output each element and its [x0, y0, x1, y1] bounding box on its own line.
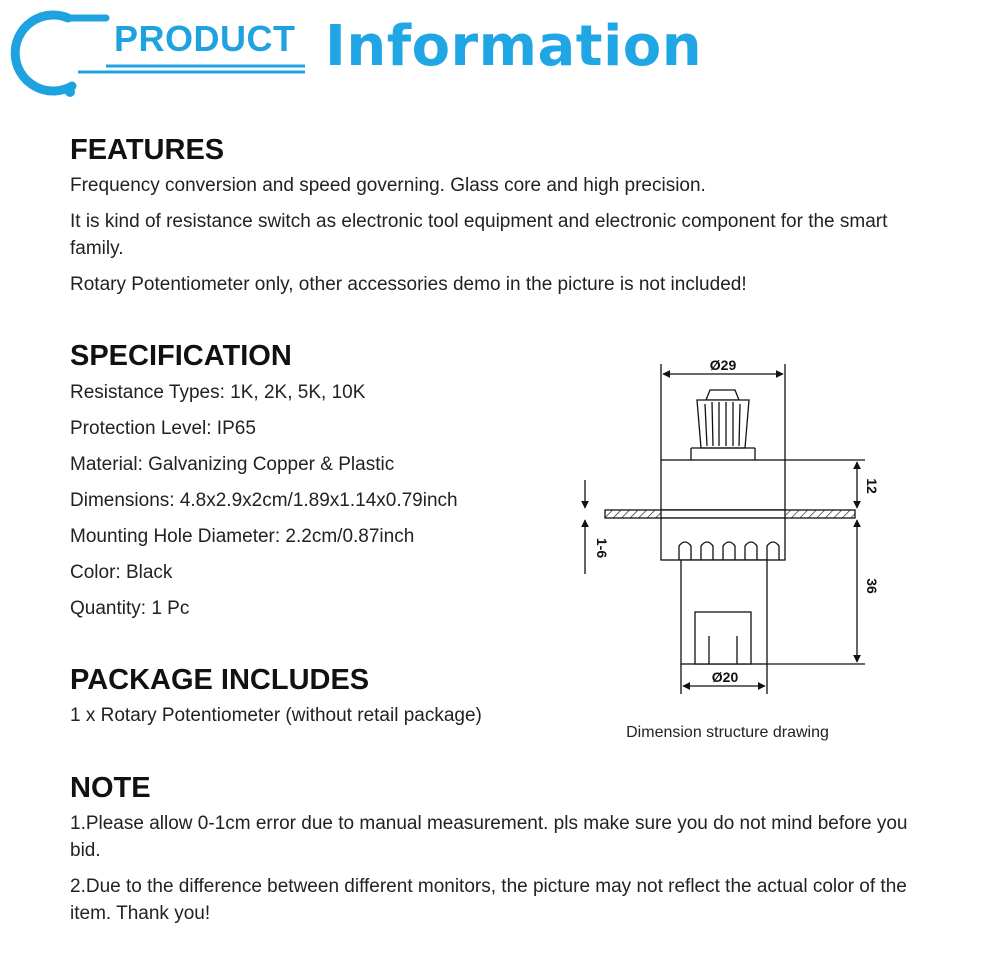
features-line: Rotary Potentiometer only, other accessories demo in the picture is not included!: [70, 274, 747, 295]
dim-12-label: 12: [864, 478, 880, 494]
spec-item: Mounting Hole Diameter: 2.2cm/0.87inch: [70, 526, 415, 547]
specification-section: [70, 340, 590, 622]
spec-item: Color: Black: [70, 562, 173, 583]
spec-item: Quantity: 1 Pc: [70, 598, 190, 619]
spec-item: Dimensions: 4.8x2.9x2cm/1.89x1.14x0.79inch: [70, 490, 458, 511]
product-badge: PRODUCT: [114, 18, 296, 59]
note-section: [70, 772, 910, 927]
dim-panel-label: 1-6: [594, 537, 610, 559]
spec-item: Material: Galvanizing Copper & Plastic: [70, 454, 395, 475]
drawing-caption: Dimension structure drawing: [626, 724, 829, 741]
package-item: 1 x Rotary Potentiometer (without retail package): [70, 705, 482, 726]
spec-item: Resistance Types: 1K, 2K, 5K, 10K: [70, 382, 366, 403]
package-section: [70, 664, 590, 729]
note-line: 1.Please allow 0-1cm error due to manual measurement. pls make sure you do not mind before you bid.: [70, 813, 908, 861]
dim-36-label: 36: [864, 578, 880, 594]
header-banner: [0, 0, 1000, 100]
note-heading: NOTE: [70, 772, 151, 804]
note-line: 2.Due to the difference between different monitors, the picture may not reflect the actual color of the item. Thank you!: [70, 876, 907, 924]
features-line: It is kind of resistance switch as electronic tool equipment and electronic component for the smart family.: [70, 211, 888, 259]
package-heading: PACKAGE INCLUDES: [70, 664, 370, 696]
specification-heading: SPECIFICATION: [70, 340, 292, 372]
dim-top-label: Ø29: [709, 357, 737, 373]
features-line: Frequency conversion and speed governing. Glass core and high precision.: [70, 175, 706, 196]
spec-item: Protection Level: IP65: [70, 418, 256, 439]
features-heading: FEATURES: [70, 134, 225, 166]
dim-bottom-label: Ø20: [711, 669, 739, 685]
features-section: [70, 134, 910, 298]
page-title: Information: [325, 14, 703, 79]
dimension-drawing: [575, 352, 880, 702]
